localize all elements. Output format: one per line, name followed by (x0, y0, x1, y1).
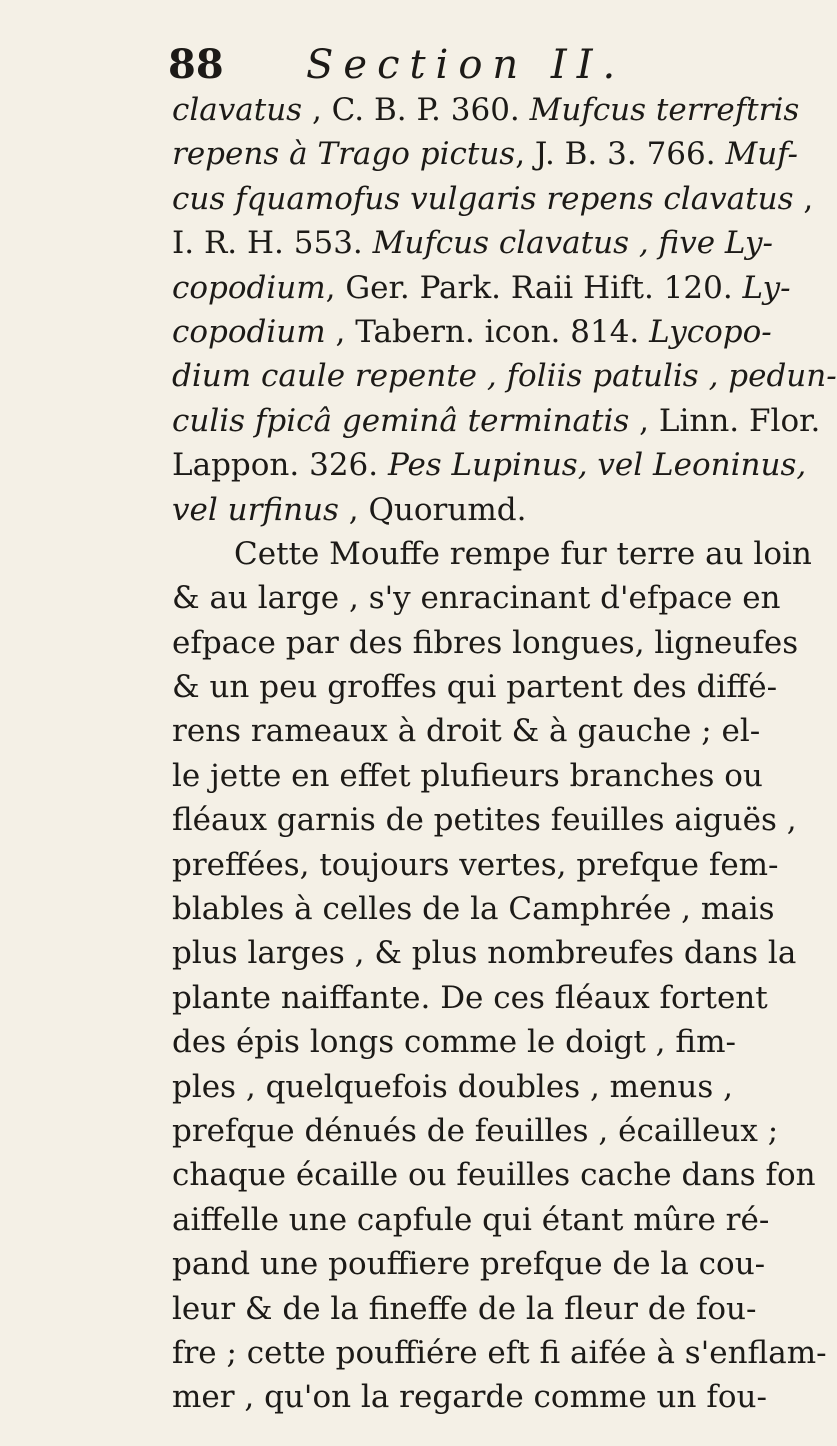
text-segment: & un peu groffes qui partent des diffé- (172, 669, 778, 706)
text-line (172, 576, 792, 620)
text-segment: , C. B. P. 360. (302, 92, 530, 128)
text-line (172, 798, 797, 842)
text-line (172, 754, 792, 798)
text-segment: copodium (172, 269, 326, 306)
text-line (172, 1331, 827, 1375)
text-segment: , Quorumd. (338, 491, 527, 528)
text-segment: plus larges , & plus nombreufes dans la (172, 935, 797, 972)
text-line (172, 354, 837, 398)
text-line (172, 887, 792, 931)
text-line (172, 1153, 816, 1197)
text-line (172, 1375, 792, 1419)
text-line (172, 532, 812, 576)
text-segment: rens rameaux à droit & à gauche ; el- (172, 713, 761, 750)
text-segment: prefque dénués de feuilles , écailleux ; (172, 1112, 779, 1149)
text-segment: Cette Mouffe rempe fur terre au loin (234, 535, 812, 572)
page-header (168, 40, 788, 90)
text-segment: cus fquamofus vulgaris repens clavatus (172, 180, 794, 217)
text-line (172, 1242, 792, 1286)
text-segment: ples , quelquefois doubles , menus , (172, 1068, 733, 1105)
text-line (172, 1065, 792, 1109)
text-line (172, 1109, 792, 1153)
text-line (172, 665, 792, 709)
text-segment: copodium (172, 313, 326, 350)
text-segment: Ly- (742, 269, 791, 306)
text-line (172, 399, 821, 443)
body-text (172, 88, 837, 1420)
text-segment: preffées, toujours vertes, prefque fem- (172, 846, 779, 883)
text-segment: des épis longs comme le doigt , fim- (172, 1024, 736, 1061)
text-segment: , J. B. 3. 766. (515, 136, 726, 173)
text-segment: aiffelle une capfule qui étant mûre ré- (172, 1201, 770, 1238)
text-line (172, 221, 792, 265)
text-segment: , Tabern. icon. 814. (325, 313, 650, 350)
text-segment: repens à Trago pictus (172, 136, 516, 173)
text-line (172, 976, 792, 1020)
text-segment: & au large , s'y enracinant d'efpace en (172, 580, 781, 617)
text-segment: blables à celles de la Camphrée , mais (172, 891, 775, 928)
text-segment: Lycopo- (649, 313, 772, 350)
text-segment: Lappon. 326. (172, 447, 388, 484)
text-line (172, 266, 792, 310)
text-segment: dium caule repente , foliis patulis , pedun- (172, 358, 837, 395)
text-segment: I. R. H. 553. (172, 225, 373, 262)
text-segment: clavatus (172, 92, 303, 128)
text-segment: le jette en effet plufieurs branches ou (172, 757, 763, 794)
text-segment: plante naiffante. De ces fléaux fortent (172, 979, 768, 1016)
text-segment: , Linn. Flor. (629, 402, 821, 439)
text-segment: chaque écaille ou feuilles cache dans fon (172, 1157, 816, 1194)
text-line (172, 132, 799, 176)
text-segment: fre ; cette pouffiére eft fi aifée à s'enflam- (172, 1334, 827, 1371)
text-line (172, 310, 792, 354)
text-line (172, 443, 807, 487)
text-segment: Mufcus terreftris (529, 92, 800, 128)
text-line (172, 709, 792, 753)
text-segment: , Ger. Park. Raii Hift. 120. (325, 269, 743, 306)
text-segment: pand une pouffiere prefque de la cou- (172, 1246, 766, 1283)
text-line (172, 177, 814, 221)
text-line (172, 88, 800, 132)
running-head: Section II. (306, 42, 626, 88)
text-segment: Muf- (725, 136, 799, 173)
text-line (172, 931, 797, 975)
page-number: 88 (168, 41, 224, 88)
text-segment: leur & de la fineffe de la fleur de fou- (172, 1290, 757, 1327)
text-line (172, 843, 792, 887)
text-segment: fléaux garnis de petites feuilles aiguës , (172, 802, 797, 839)
text-line (172, 1198, 792, 1242)
text-line (172, 1287, 792, 1331)
text-segment: efpace par des fibres longues, ligneufes (172, 624, 799, 661)
text-line (172, 1020, 792, 1064)
text-line (172, 621, 799, 665)
text-segment: vel urfinus (172, 491, 339, 528)
text-line (172, 488, 792, 532)
text-segment: , (793, 180, 814, 217)
text-segment: mer , qu'on la regarde comme un fou- (172, 1379, 767, 1416)
text-segment: Mufcus clavatus , five Ly- (372, 225, 773, 262)
text-segment: culis fpicâ geminâ terminatis (172, 402, 630, 439)
text-segment: Pes Lupinus, vel Leoninus, (387, 447, 807, 484)
